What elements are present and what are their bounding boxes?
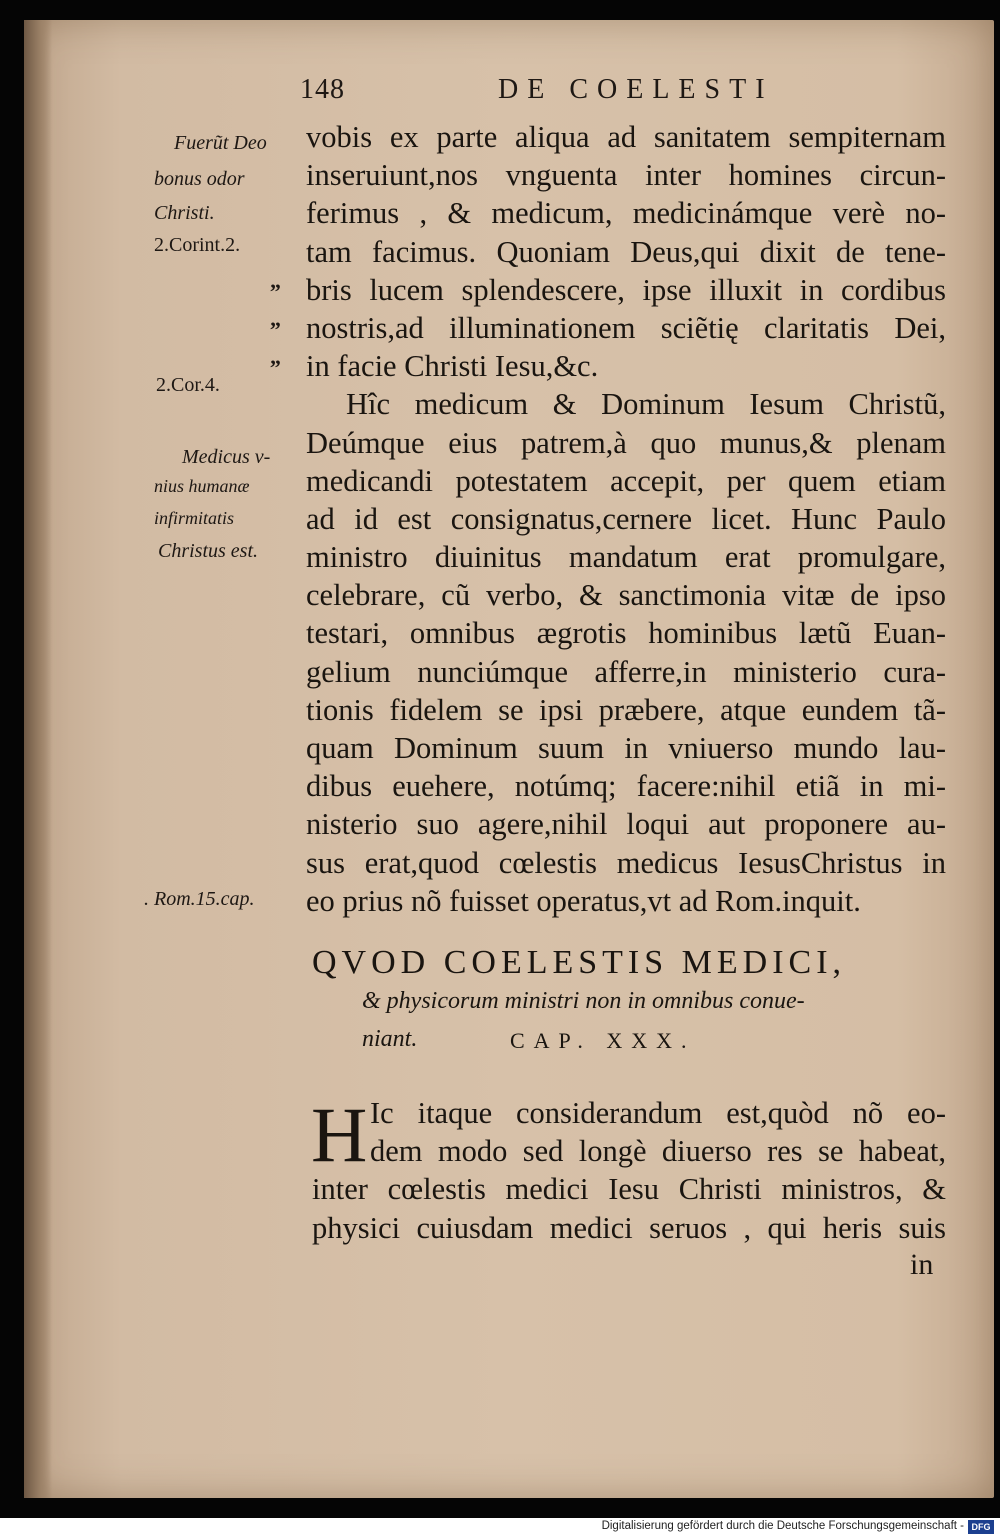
text-line: ad id est consignatus,cernere licet. Hunc Paulo — [306, 501, 946, 536]
chapter-subtitle: niant. — [362, 1026, 418, 1052]
margin-note: Fuerũt Deo — [174, 132, 267, 154]
text-line: gelium nunciúmque afferre,in ministerio cura- — [306, 654, 946, 689]
margin-note: bonus odor — [154, 168, 245, 190]
text-line: Hîc medicum & Dominum Iesum Christũ, — [346, 387, 946, 422]
page-number: 148 — [300, 74, 345, 105]
margin-note: 2.Cor.4. — [156, 374, 220, 396]
quote-mark: „ — [270, 344, 281, 369]
page-gutter-shadow — [24, 20, 52, 1498]
margin-note: 2.Corint.2. — [154, 234, 241, 256]
text-line: Deúmque eius patrem,à quo munus,& plenam — [306, 425, 946, 460]
main-text-block — [306, 118, 946, 920]
margin-note: nius humanæ — [154, 476, 250, 496]
text-line: bris lucem splendescere, ipse illuxit in cordibus — [306, 272, 946, 307]
text-line: dem modo sed longè diuerso res se habeat, — [370, 1134, 946, 1169]
text-line: Ic itaque considerandum est,quòd nõ eo- — [370, 1096, 946, 1130]
text-line: ferimus , & medicum, medicinámque verè no- — [306, 196, 946, 231]
text-line: tam facimus. Quoniam Deus,qui dixit de tene- — [306, 234, 946, 269]
text-line: nisterio suo agere,nihil loqui aut proponere au- — [306, 807, 946, 842]
text-line: eo prius nõ fuisset operatus,vt ad Rom.inquit. — [306, 883, 861, 918]
text-line: tionis fidelem se ipsi præbere, atque eundem tã- — [306, 692, 946, 727]
chapter-title: QVOD COELESTIS MEDICI, — [312, 944, 847, 981]
text-line: sus erat,quod cœlestis medicus IesusChristus in — [306, 845, 946, 880]
quote-mark: „ — [270, 268, 281, 293]
dfg-logo: DFG — [968, 1520, 994, 1534]
text-line: testari, omnibus ægrotis hominibus lætũ Euan- — [306, 616, 946, 651]
text-line: quam Dominum suum in vniuerso mundo lau- — [306, 731, 946, 765]
text-line: ministro diuinitus mandatum erat promulgare, — [306, 540, 946, 575]
text-line: nostris,ad illuminationem sciẽtię claritatis Dei, — [306, 310, 946, 345]
text-line: in facie Christi Iesu,&c. — [306, 349, 599, 384]
text-line: inter cœlestis medici Iesu Christi ministros, & — [312, 1172, 946, 1207]
section-text-block — [311, 1091, 946, 1247]
margin-note: infirmitatis — [154, 508, 235, 528]
catchword: in — [910, 1248, 934, 1281]
text-line: dibus euehere, notúmq; facere:nihil etiã in mi- — [306, 769, 946, 804]
text-line: celebrare, cũ verbo, & sanctimonia vitæ de ipso — [306, 578, 946, 613]
drop-cap: H — [311, 1091, 368, 1178]
margin-note: Medicus v- — [182, 446, 271, 468]
chapter-number: CAP. XXX. — [510, 1028, 696, 1053]
margin-note: . Rom.15.cap. — [144, 888, 255, 910]
chapter-subtitle: & physicorum ministri non in omnibus conue- — [362, 988, 805, 1014]
funding-notice: Digitalisierung gefördert durch die Deutsche Forschungsgemeinschaft - — [601, 1520, 964, 1532]
quote-mark: „ — [270, 306, 281, 331]
text-line: inseruiunt,nos vnguenta inter homines circun- — [306, 158, 946, 193]
text-line: medicandi potestatem accepit, per quem etiam — [306, 463, 946, 498]
running-head-title: DE COELESTI — [498, 74, 774, 105]
footer-bar — [0, 1518, 1000, 1537]
margin-note: Christus est. — [158, 540, 259, 562]
margin-note: Christi. — [154, 202, 215, 224]
text-line: physici cuiusdam medici seruos , qui heris suis — [312, 1210, 946, 1245]
text-line: vobis ex parte aliqua ad sanitatem sempiternam — [306, 120, 946, 154]
